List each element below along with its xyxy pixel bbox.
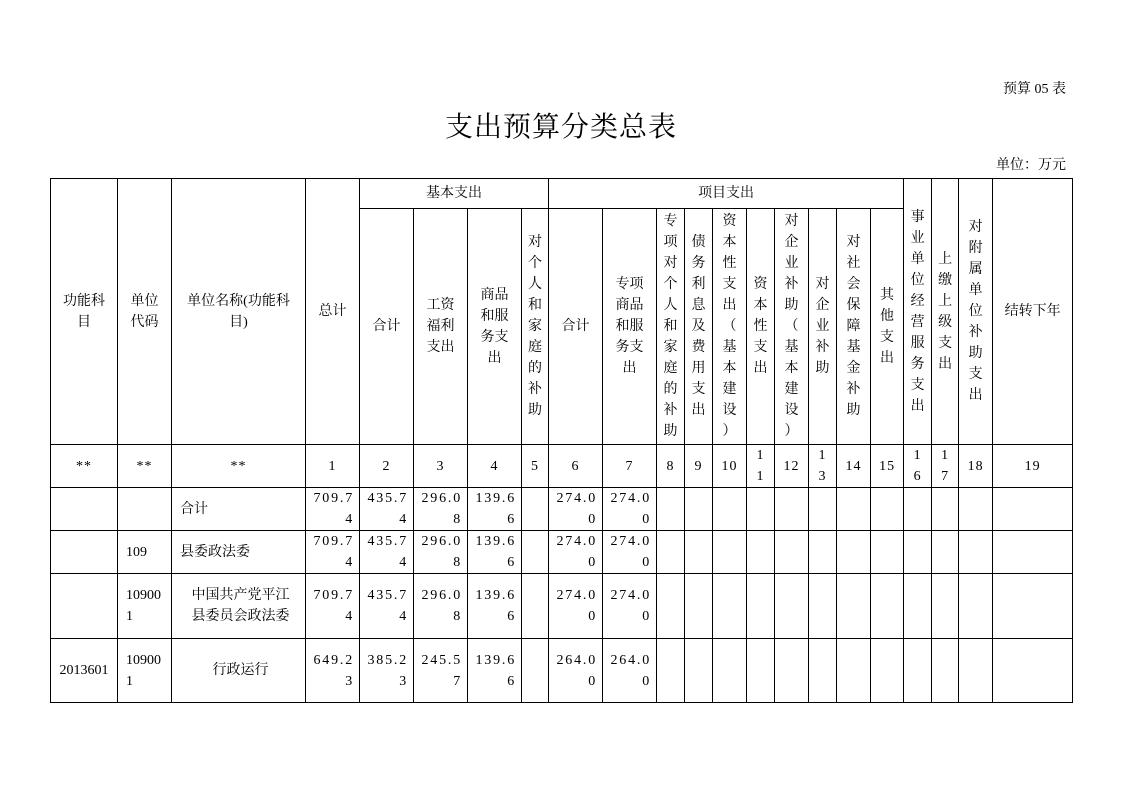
basic-subtotal-cell: 385.23 xyxy=(360,639,414,703)
header-basic-personal-family-label: 对个人和家庭的补助 xyxy=(527,235,542,418)
column-number: 9 xyxy=(685,445,713,488)
empty-cell xyxy=(522,488,549,531)
empty-cell xyxy=(775,574,809,639)
table-row xyxy=(51,531,1073,574)
header-project-capital xyxy=(747,209,775,445)
header-project-capital-label: 资本性支出 xyxy=(753,277,768,376)
project-special-goods-services-cell: 274.00 xyxy=(603,531,657,574)
header-project-special-personal-family xyxy=(657,209,685,445)
empty-cell xyxy=(871,639,904,703)
column-number: 14 xyxy=(837,445,871,488)
column-number: 11 xyxy=(747,445,775,488)
header-payment-to-superior-label: 上缴上级支出 xyxy=(938,251,953,372)
column-number: 8 xyxy=(657,445,685,488)
header-project-social-security-fund xyxy=(837,209,871,445)
empty-cell xyxy=(747,488,775,531)
empty-cell xyxy=(993,488,1073,531)
form-code-label: 预算 05 表 xyxy=(1003,82,1066,97)
function-code-cell: 2013601 xyxy=(51,639,118,703)
header-basic-wages xyxy=(414,209,468,445)
empty-cell xyxy=(51,574,118,639)
empty-cell xyxy=(685,639,713,703)
empty-cell xyxy=(932,531,959,574)
empty-cell xyxy=(747,574,775,639)
empty-cell xyxy=(713,639,747,703)
empty-cell xyxy=(837,574,871,639)
empty-cell xyxy=(657,639,685,703)
empty-cell xyxy=(522,531,549,574)
header-institution-operating xyxy=(904,179,932,445)
empty-cell xyxy=(747,531,775,574)
empty-cell xyxy=(904,639,932,703)
header-basic-wages-label: 工资福利支出 xyxy=(426,298,455,355)
empty-cell xyxy=(685,488,713,531)
basic-subtotal-cell: 435.74 xyxy=(360,488,414,531)
empty-cell xyxy=(775,639,809,703)
table-row xyxy=(51,574,1073,639)
empty-cell xyxy=(871,531,904,574)
unit-label: 单位：万元 xyxy=(996,158,1066,173)
header-project-social-security-fund-label: 对社会保障基金补助 xyxy=(846,235,861,418)
project-special-goods-services-cell: 274.00 xyxy=(603,574,657,639)
empty-cell xyxy=(959,531,993,574)
header-basic-goods-services-label: 商品和服务支出 xyxy=(480,287,509,366)
empty-cell xyxy=(809,488,837,531)
column-number: ** xyxy=(172,445,306,488)
total-cell: 709.74 xyxy=(306,574,360,639)
header-basic-expenditure xyxy=(360,179,549,209)
header-project-capital-construction-label: 资本性支出（基本建设） xyxy=(722,214,737,439)
basic-wages-cell: 245.57 xyxy=(414,639,468,703)
header-project-subtotal-label: 合计 xyxy=(561,319,590,334)
empty-cell xyxy=(837,531,871,574)
empty-cell xyxy=(993,531,1073,574)
header-function-subject xyxy=(51,179,118,445)
column-number: 10 xyxy=(713,445,747,488)
empty-cell xyxy=(685,531,713,574)
empty-cell xyxy=(657,488,685,531)
header-total-label: 总计 xyxy=(318,304,347,319)
header-project-expenditure xyxy=(549,179,904,209)
total-cell: 709.74 xyxy=(306,488,360,531)
empty-cell xyxy=(657,574,685,639)
empty-cell xyxy=(775,488,809,531)
empty-cell xyxy=(959,488,993,531)
empty-cell xyxy=(871,574,904,639)
empty-cell xyxy=(959,574,993,639)
column-number: 19 xyxy=(993,445,1073,488)
header-project-other-label: 其他支出 xyxy=(880,287,895,366)
header-project-subtotal xyxy=(549,209,603,445)
table-row xyxy=(51,639,1073,703)
project-special-goods-services-cell: 274.00 xyxy=(603,488,657,531)
unit-code-cell: 109001 xyxy=(118,574,172,639)
header-project-debt-interest xyxy=(685,209,713,445)
empty-cell xyxy=(713,488,747,531)
column-number: 12 xyxy=(775,445,809,488)
empty-cell xyxy=(809,531,837,574)
basic-subtotal-cell: 435.74 xyxy=(360,531,414,574)
basic-wages-cell: 296.08 xyxy=(414,531,468,574)
project-subtotal-cell: 274.00 xyxy=(549,531,603,574)
empty-cell xyxy=(51,488,118,531)
basic-goods-services-cell: 139.66 xyxy=(468,639,522,703)
column-number: 5 xyxy=(522,445,549,488)
header-institution-operating-label: 事业单位经营服务支出 xyxy=(910,209,925,414)
basic-goods-services-cell: 139.66 xyxy=(468,488,522,531)
column-number: 17 xyxy=(932,445,959,488)
header-basic-expenditure-label: 基本支出 xyxy=(426,186,482,201)
unit-name-text: 中国共产党平江县委员会政法委 xyxy=(191,588,290,624)
header-project-special-goods-services-label: 专项商品和服务支出 xyxy=(615,277,644,376)
header-project-other xyxy=(871,209,904,445)
empty-cell xyxy=(904,574,932,639)
header-project-capital-construction xyxy=(713,209,747,445)
header-project-enterprise-subsidy-construction-label: 对企业补助（基本建设） xyxy=(784,214,799,439)
header-function-subject-label: 功能科目 xyxy=(62,293,105,330)
header-subsidy-to-affiliates xyxy=(959,179,993,445)
header-basic-goods-services xyxy=(468,209,522,445)
header-project-enterprise-subsidy-label: 对企业补助 xyxy=(815,277,830,376)
column-number: 16 xyxy=(904,445,932,488)
project-subtotal-cell: 274.00 xyxy=(549,574,603,639)
column-number: ** xyxy=(51,445,118,488)
header-project-special-goods-services xyxy=(603,209,657,445)
empty-cell xyxy=(713,531,747,574)
header-row-top xyxy=(51,179,1073,209)
column-number: 6 xyxy=(549,445,603,488)
basic-goods-services-cell: 139.66 xyxy=(468,574,522,639)
header-project-expenditure-label: 项目支出 xyxy=(698,186,755,201)
expenditure-budget-table xyxy=(50,178,1073,703)
empty-cell xyxy=(685,574,713,639)
empty-cell xyxy=(713,574,747,639)
column-number: 4 xyxy=(468,445,522,488)
header-project-enterprise-subsidy xyxy=(809,209,837,445)
empty-cell xyxy=(932,574,959,639)
basic-wages-cell: 296.08 xyxy=(414,574,468,639)
project-subtotal-cell: 274.00 xyxy=(549,488,603,531)
header-basic-subtotal-label: 合计 xyxy=(372,319,401,334)
header-subsidy-to-affiliates-label: 对附属单位补助支出 xyxy=(968,220,983,403)
empty-cell xyxy=(871,488,904,531)
header-unit-code xyxy=(118,179,172,445)
page-title: 支出预算分类总表 xyxy=(444,110,677,143)
unit-name-cell: 县委政法委 xyxy=(172,531,306,574)
column-number: 7 xyxy=(603,445,657,488)
empty-cell xyxy=(959,639,993,703)
project-subtotal-cell: 264.00 xyxy=(549,639,603,703)
column-number: 2 xyxy=(360,445,414,488)
header-basic-subtotal xyxy=(360,209,414,445)
unit-code-cell: 109 xyxy=(118,531,172,574)
total-cell: 649.23 xyxy=(306,639,360,703)
table-row xyxy=(51,488,1073,531)
header-project-special-personal-family-label: 专项对个人和家庭的补助 xyxy=(663,214,678,439)
empty-cell xyxy=(809,574,837,639)
empty-cell xyxy=(51,531,118,574)
empty-cell xyxy=(837,488,871,531)
basic-subtotal-cell: 435.74 xyxy=(360,574,414,639)
column-number: ** xyxy=(118,445,172,488)
empty-cell xyxy=(993,639,1073,703)
column-number-row xyxy=(51,445,1073,488)
total-cell: 709.74 xyxy=(306,531,360,574)
basic-goods-services-cell: 139.66 xyxy=(468,531,522,574)
header-project-enterprise-subsidy-construction xyxy=(775,209,809,445)
column-number: 3 xyxy=(414,445,468,488)
header-total xyxy=(306,179,360,445)
column-number: 1 xyxy=(306,445,360,488)
empty-cell xyxy=(809,639,837,703)
column-number: 18 xyxy=(959,445,993,488)
empty-cell xyxy=(993,574,1073,639)
empty-cell xyxy=(904,488,932,531)
column-number: 15 xyxy=(871,445,904,488)
empty-cell xyxy=(657,531,685,574)
empty-cell xyxy=(118,488,172,531)
unit-code-cell: 109001 xyxy=(118,639,172,703)
empty-cell xyxy=(904,531,932,574)
header-carry-over-label: 结转下年 xyxy=(1004,304,1061,319)
unit-name-cell xyxy=(172,574,306,639)
column-number: 13 xyxy=(809,445,837,488)
header-basic-personal-family xyxy=(522,209,549,445)
header-payment-to-superior xyxy=(932,179,959,445)
empty-cell xyxy=(747,639,775,703)
unit-name-cell: 合计 xyxy=(172,488,306,531)
empty-cell xyxy=(522,574,549,639)
empty-cell xyxy=(522,639,549,703)
empty-cell xyxy=(932,488,959,531)
header-unit-name xyxy=(172,179,306,445)
unit-name-cell: 行政运行 xyxy=(172,639,306,703)
header-unit-name-label: 单位名称(功能科目) xyxy=(187,293,290,330)
empty-cell xyxy=(837,639,871,703)
empty-cell xyxy=(932,639,959,703)
project-special-goods-services-cell: 264.00 xyxy=(603,639,657,703)
header-project-debt-interest-label: 债务利息及费用支出 xyxy=(691,235,706,418)
header-carry-over xyxy=(993,179,1073,445)
header-unit-code-label: 单位代码 xyxy=(130,293,159,330)
empty-cell xyxy=(775,531,809,574)
basic-wages-cell: 296.08 xyxy=(414,488,468,531)
